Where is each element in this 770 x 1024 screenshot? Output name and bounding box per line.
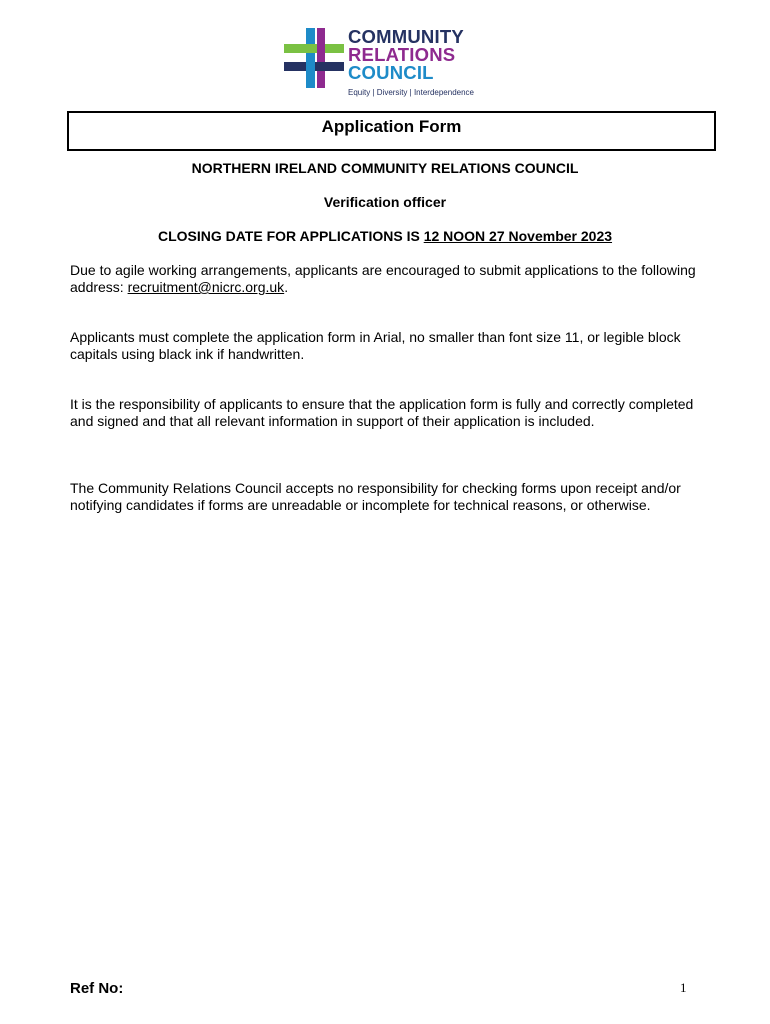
logo [228, 22, 528, 108]
title-box [67, 111, 716, 151]
closing-date-prefix: CLOSING DATE FOR APPLICATIONS IS [157, 228, 424, 244]
paragraph-submission [70, 262, 720, 296]
logo-line-1: COMMUNITY [348, 26, 464, 47]
page-title: Application Form [321, 117, 462, 136]
paragraph-format: Applicants must complete the application form in Arial, no smaller than font size 11, or legible block capitals using black ink if handwritten. [70, 329, 681, 362]
community-relations-cross-icon [284, 28, 344, 88]
recruitment-email-link[interactable]: recruitment@nicrc.org.uk [127, 279, 285, 295]
paragraph-responsibility: It is the responsibility of applicants to ensure that the application form is fully and correctly completed and signed and that all relevant information in support of their application is included. [70, 396, 694, 429]
closing-date-value: 12 NOON 27 November 2023 [423, 228, 613, 244]
organisation-name: NORTHERN IRELAND COMMUNITY RELATIONS COUNCIL [191, 160, 579, 176]
job-role: Verification officer [323, 194, 447, 210]
paragraph-disclaimer: The Community Relations Council accepts no responsibility for checking forms upon receipt and/or notifying candidates if forms are unreadable or incomplete for technical reasons, or otherwise. [70, 480, 681, 513]
ref-no-label: Ref No: [70, 980, 124, 997]
page-number: 1 [680, 980, 687, 995]
closing-date [0, 228, 770, 244]
paragraph-submission-end: . [284, 279, 289, 295]
logo-line-3: COUNCIL [348, 62, 434, 83]
logo-line-2: RELATIONS [348, 44, 456, 65]
paragraph-submission-text: Due to agile working arrangements, applicants are encouraged to submit applications to the following address: [70, 262, 696, 295]
logo-wordmark [348, 28, 464, 82]
logo-tagline: Equity | Diversity | Interdependence [348, 88, 474, 97]
